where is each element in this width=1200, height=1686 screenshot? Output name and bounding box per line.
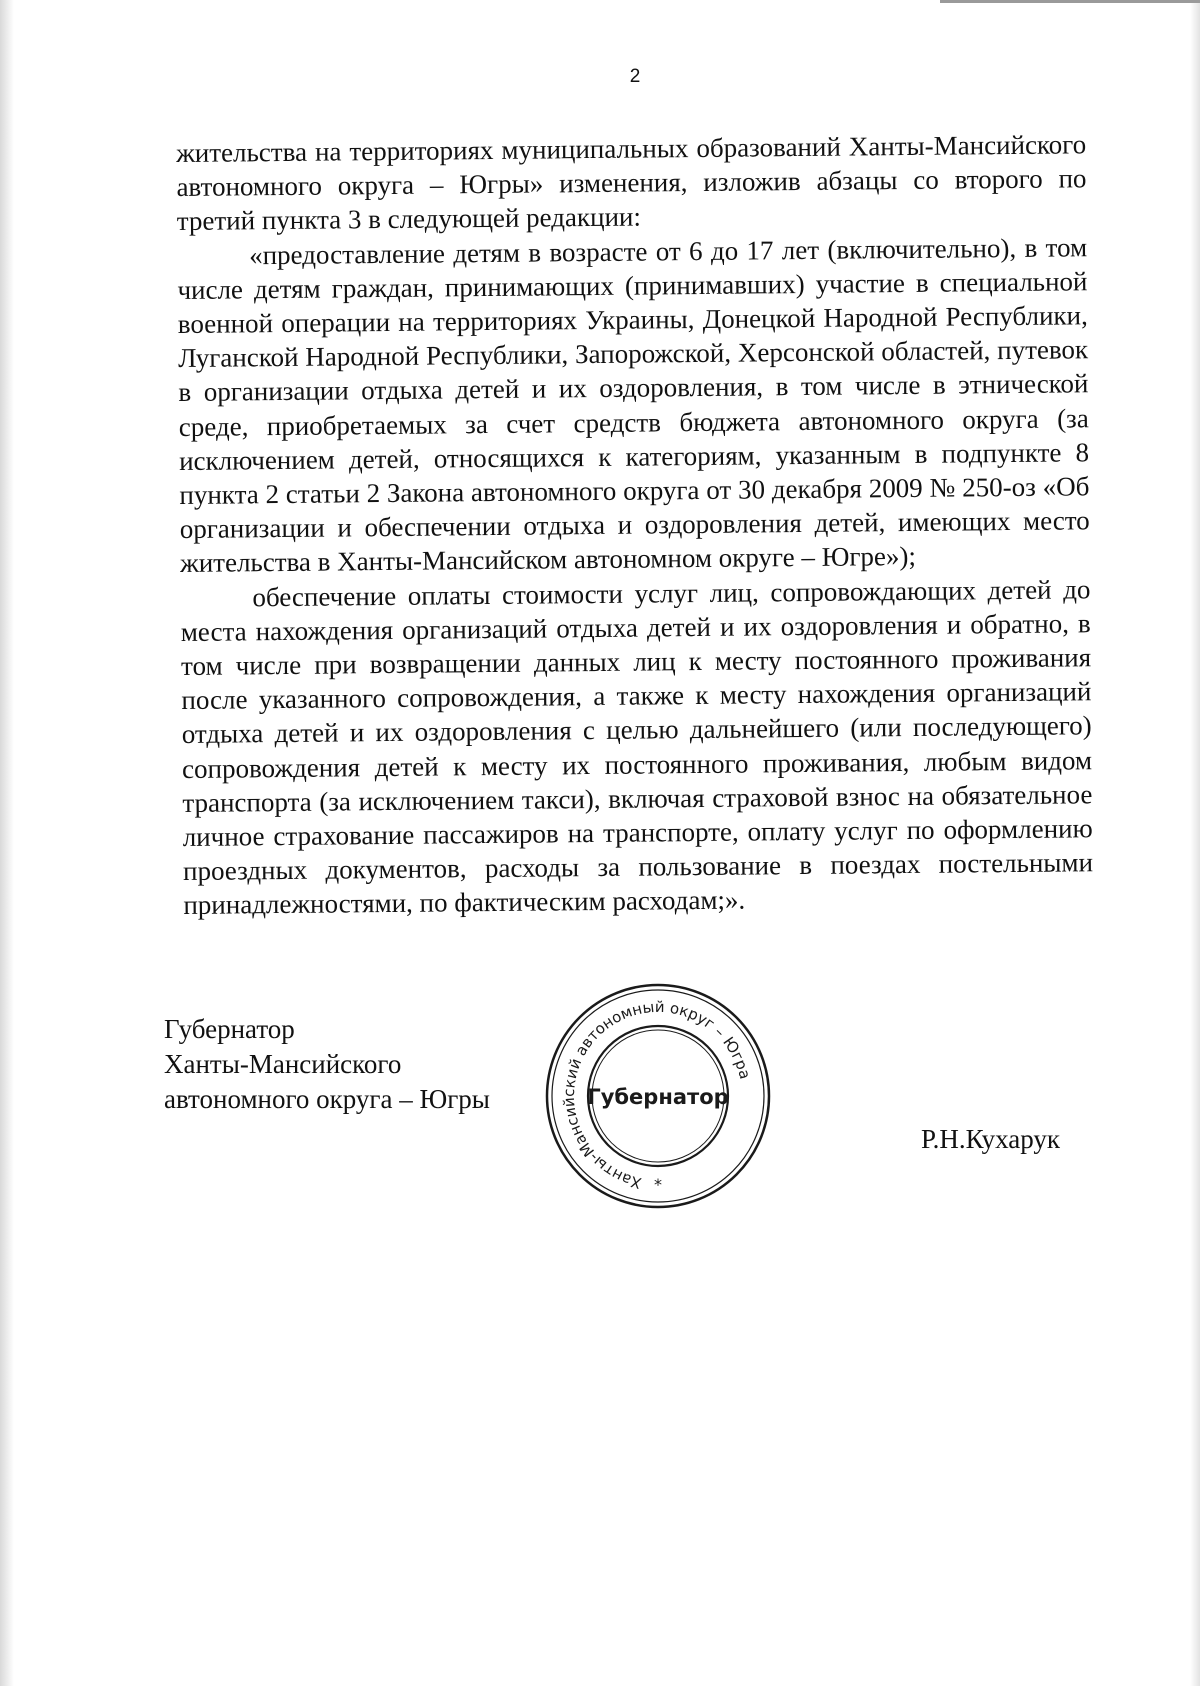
page-number: 2 bbox=[629, 66, 641, 87]
official-seal bbox=[544, 982, 772, 1210]
escort-payment-paragraph: обеспечение оплаты стоимости услуг лиц, сопровождающих детей до места нахождения организаций отдыха детей и их оздоровления и обратно, в том числе при возвращении данных лиц к месту постоянного проживания после указанного сопровождения, а также к месту нахождения организаций отдыха детей и их оздоровления с целью дальнейшего (или последующего) сопровождения детей к месту их постоянного проживания, любым видом транспорта (за исключением такси), включая страховой взнос на обязательное личное страхование пассажиров на транспорте, оплату услуг по оформлению проездных документов, расходы за пользование в поездах постельными принадлежностями, по фактическим расходам;». bbox=[180, 573, 1094, 921]
seal-graphic bbox=[544, 982, 772, 1210]
seal-star: * bbox=[654, 1175, 662, 1194]
signatory-name: Р.Н.Кухарук bbox=[921, 1124, 1061, 1154]
signatory-title-line-3: автономного округа – Югры bbox=[164, 1084, 490, 1114]
intro-paragraph: жительства на территориях муниципальных образований Ханты-Мансийского автономного округа – Югры» изменения, изложив абзацы со второго по третий пункта 3 в следующей редакции: bbox=[176, 129, 1087, 237]
seal-center-text: Губернатор bbox=[587, 1085, 729, 1109]
seal-ring-text: Ханты-Мансийский автономный округ – Югра bbox=[559, 997, 755, 1193]
children-vouchers-paragraph: «предоставление детям в возрасте от 6 до 17 лет (включительно), в том числе детям граждан, принимающих (принимавших) участие в специальной военной операции на территориях Украины, Донецкой Народной Республики, Луганской Народной Республики, Запорожской, Херсонской областей, путевок в организации отдыха детей и их оздоровления, в том числе в этнической среде, приобретаемых за счет средств бюджета автономного округа (за исключением детей, относящихся к категориям, указанным в подпункте 8 пункта 2 статьи 2 Закона автономного округа от 30 декабря 2009 № 250-оз «Об организации и обеспечении отдыха и оздоровления детей, имеющих место жительства в Ханты-Мансийском автономном округе – Югре»); bbox=[177, 231, 1090, 579]
scan-edge-right bbox=[1190, 0, 1200, 1686]
signatory-title bbox=[164, 1012, 490, 1117]
document-body bbox=[176, 127, 1094, 922]
scan-edge-top bbox=[940, 0, 1200, 3]
scan-edge-left bbox=[0, 0, 14, 1686]
signatory-title-line-1: Губернатор bbox=[164, 1014, 295, 1044]
signatory-title-line-2: Ханты-Мансийского bbox=[164, 1049, 402, 1079]
